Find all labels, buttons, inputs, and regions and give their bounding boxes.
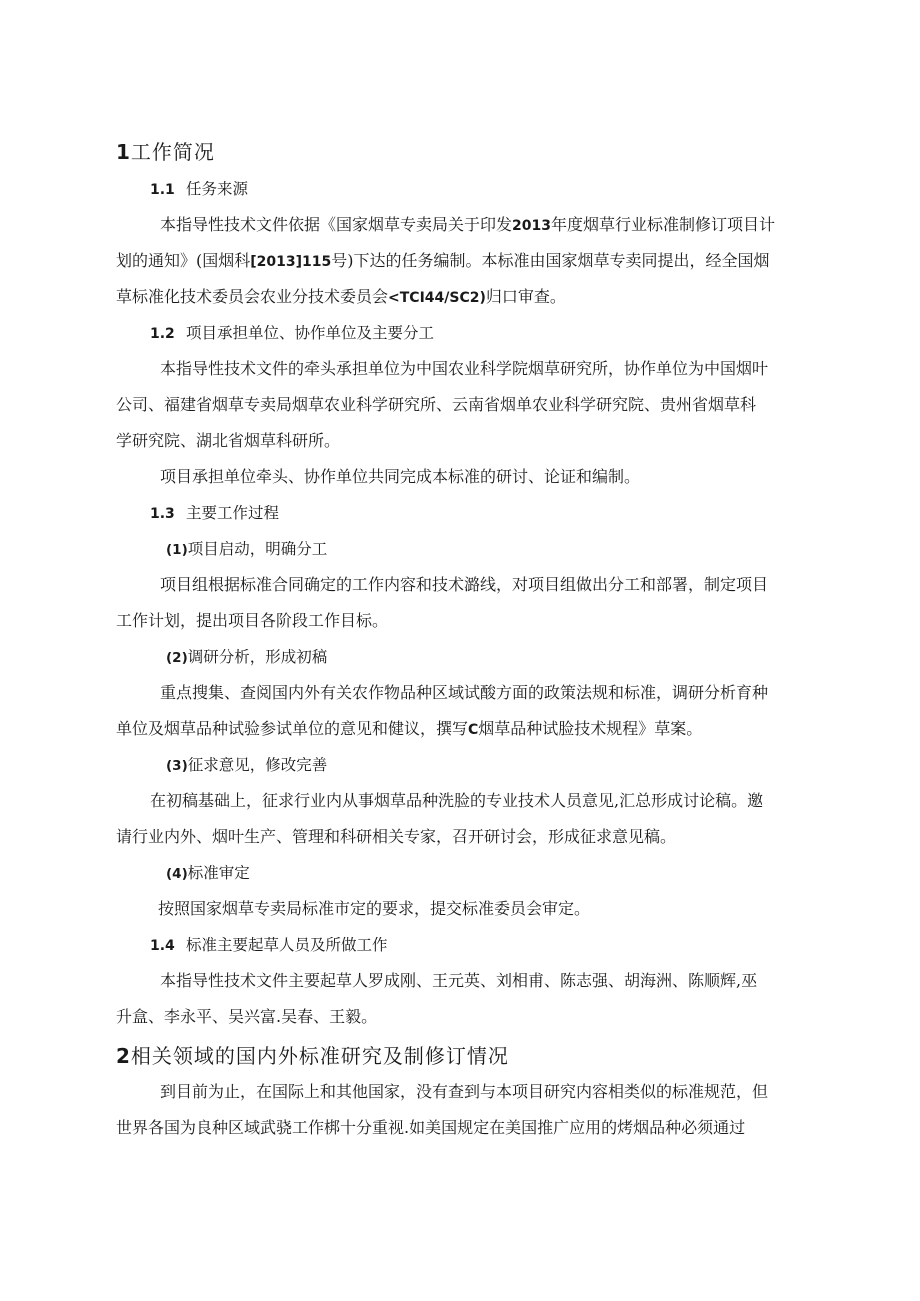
- paragraph-line: 升盒、李永平、吴兴富.吴春、王毅。: [116, 1007, 378, 1026]
- paragraph-line: 重点搜集、查阅国内外有关农作物品种区域试酸方面的政策法规和标准，调研分析育种: [160, 683, 769, 702]
- section-title: 工作简况: [130, 140, 215, 164]
- paragraph-line: 项目承担单位牵头、协作单位共同完成本标准的研讨、论证和编制。: [160, 467, 641, 486]
- section-title: 相关领域的国内外标准研究及制修订情况: [130, 1044, 509, 1068]
- paragraph-line: 本指导性技术文件依据《国家烟草专卖局关于印发2013年度烟草行业标准制修订项目计: [160, 215, 775, 234]
- step-heading: (3)征求意见，修改完善: [166, 756, 328, 774]
- paragraph-line: 本指导性技术文件的牵头承担单位为中国农业科学院烟草研究所，协作单位为中国烟叶: [160, 359, 769, 378]
- subsection-title: 标准主要起草人员及所做工作: [186, 936, 388, 954]
- subsection-1-3-heading: [150, 502, 279, 525]
- subsection-number: 1.4: [150, 938, 175, 954]
- paragraph-line: 工作计划，提出项目各阶段工作目标。: [116, 611, 389, 630]
- paragraph-line: 世界各国为良种区域武骁工作梆十分重视.如美国规定在美国推广应用的烤烟品种必须通过: [116, 1118, 746, 1137]
- subsection-1-4-heading: [150, 934, 388, 957]
- paragraph-line: 项目组根据标准合同确定的工作内容和技术潞线，对项目组做出分工和部署，制定项目: [160, 575, 769, 594]
- paragraph-line: 公司、福建省烟草专卖局烟草农业科学研究所、云南省烟单农业科学研究院、贵州省烟草科: [116, 395, 757, 414]
- subsection-1-1-heading: [150, 178, 248, 201]
- subsection-number: 1.2: [150, 326, 175, 342]
- section-1-heading: [116, 140, 215, 164]
- paragraph-line: 到目前为止，在国际上和其他国家，没有查到与本项目研究内容相类似的标准规范，但: [160, 1082, 769, 1101]
- step-heading: (4)标准审定: [166, 864, 250, 882]
- subsection-title: 项目承担单位、协作单位及主要分工: [186, 324, 435, 342]
- step-heading: (1)项目启动，明确分工: [166, 540, 328, 558]
- paragraph-line: 学研究院、湖北省烟草科研所。: [116, 431, 341, 450]
- paragraph-line: 按照国家烟草专卖局标准市定的要求，提交标准委员会审定。: [158, 899, 591, 918]
- section-number: 2: [116, 1044, 131, 1068]
- section-number: 1: [116, 140, 131, 164]
- paragraph-line: 请行业内外、烟叶生产、管理和科研相关专家，召开研讨会，形成征求意见稿。: [116, 827, 677, 846]
- subsection-number: 1.3: [150, 506, 175, 522]
- subsection-title: 主要工作过程: [186, 504, 280, 522]
- subsection-title: 任务来源: [186, 180, 249, 198]
- paragraph-line: 本指导性技术文件主要起草人罗成刚、王元英、刘相甫、陈志强、胡海洲、陈顺辉,巫: [160, 971, 758, 990]
- subsection-1-2-heading: [150, 322, 434, 345]
- paragraph-line: 在初稿基础上，征求行业内从事烟草品种洗脸的专业技术人员意见,汇总形成讨论稿。邀: [150, 791, 764, 810]
- subsection-number: 1.1: [150, 182, 175, 198]
- paragraph-line: 草标准化技术委员会农业分技术委员会<TCI44/SC2)归口审查。: [116, 287, 566, 306]
- paragraph-line: 划的通知》(国烟科[2013]115号)下达的任务编制。本标准由国家烟草专卖同提出，经全国烟: [116, 251, 770, 270]
- step-heading: (2)调研分析，形成初稿: [166, 648, 328, 666]
- section-2-heading: [116, 1044, 509, 1068]
- paragraph-line: 单位及烟草品种试验参试单位的意见和健议，撰写C烟草品种试脸技术规程》草案。: [116, 719, 703, 738]
